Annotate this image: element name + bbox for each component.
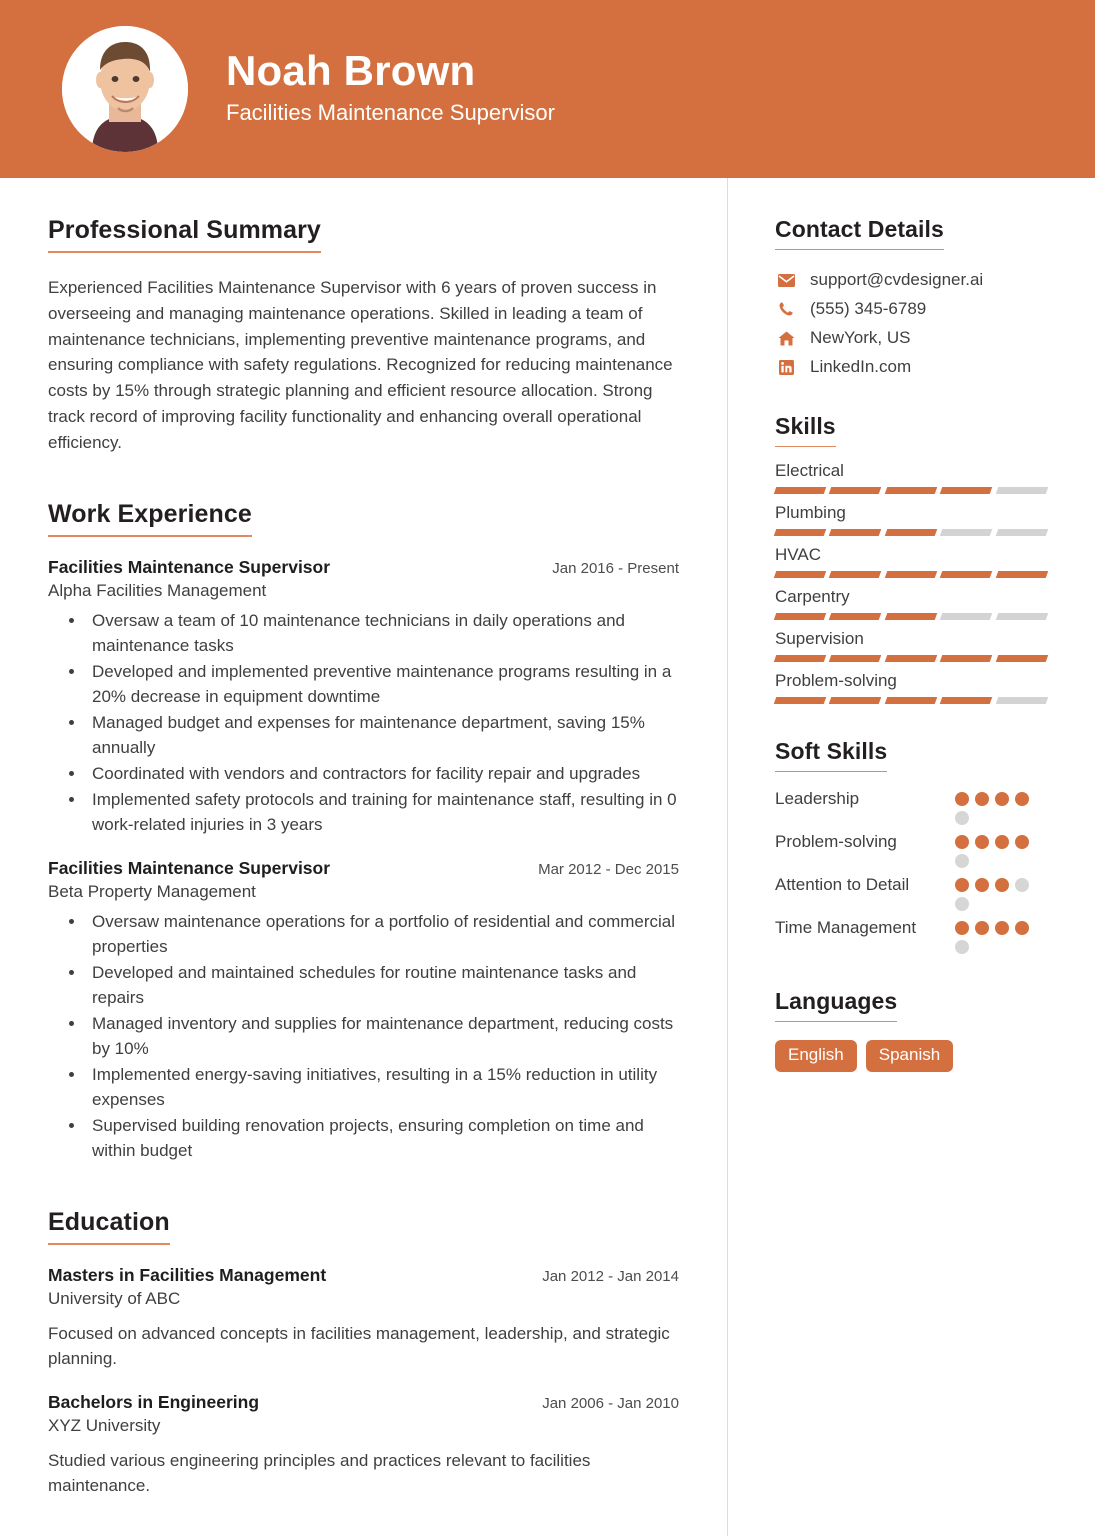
- job-bullet: • Oversaw a team of 10 maintenance technicians in daily operations and maintenance tasks: [86, 609, 679, 659]
- skills-heading: Skills: [775, 413, 836, 447]
- rating-dot: [995, 921, 1009, 935]
- soft-skill-rating: [955, 831, 1035, 868]
- skill-segment: [995, 697, 1048, 704]
- soft-skill-label: Leadership: [775, 789, 860, 808]
- skill-segment: [995, 529, 1048, 536]
- summary-text: Experienced Facilities Maintenance Supervisor with 6 years of proven success in overseeing and managing maintenance operations. Skilled in leading a team of maintenance technicians, implementing preventive maintenance programs, and ensuring compliance with safety regulations. Recognized for reducing maintenance costs by 15% through strategic planning and efficient resource allocation. Strong track record of improving facility functionality and enhancing overall operational efficiency.: [48, 278, 673, 452]
- job-bullet: • Implemented safety protocols and training for maintenance staff, resulting in 0 work-related injuries in 3 years: [86, 788, 679, 838]
- skill-segment: [829, 487, 882, 494]
- skill-segment: [940, 697, 993, 704]
- summary-heading: Professional Summary: [48, 216, 321, 253]
- degree-date: Jan 2012 - Jan 2014: [542, 1267, 679, 1285]
- rating-dot: [995, 878, 1009, 892]
- job-bullet: • Managed budget and expenses for maintenance department, saving 15% annually: [86, 711, 679, 761]
- skill-segment: [829, 697, 882, 704]
- home-icon: [775, 331, 797, 346]
- rating-dot: [955, 835, 969, 849]
- degree-title: Bachelors in Engineering: [48, 1391, 260, 1412]
- job-title: Facilities Maintenance Supervisor: [48, 857, 331, 878]
- rating-dot: [975, 878, 989, 892]
- soft-skill-item: [775, 788, 1049, 825]
- rating-dot: [975, 792, 989, 806]
- resume-header: [0, 0, 1095, 178]
- work-entry: [48, 858, 679, 1164]
- contact-value: support@cvdesigner.ai: [810, 270, 984, 289]
- education-heading: Education: [48, 1208, 170, 1245]
- soft-skills-list: [775, 788, 1049, 954]
- language-pill[interactable]: English: [775, 1040, 857, 1072]
- rating-dot: [1015, 792, 1029, 806]
- skill-label: Problem-solving: [775, 671, 897, 690]
- work-heading: Work Experience: [48, 500, 252, 537]
- skill-level-bar: [775, 529, 1047, 536]
- job-bullet: • Developed and maintained schedules for routine maintenance tasks and repairs: [86, 961, 679, 1011]
- soft-skill-rating: [955, 788, 1035, 825]
- job-bullet: • Oversaw maintenance operations for a portfolio of residential and commercial properties: [86, 910, 679, 960]
- skill-segment: [829, 529, 882, 536]
- rating-dot: [955, 811, 969, 825]
- skill-segment: [995, 655, 1048, 662]
- skill-label: Carpentry: [775, 587, 850, 606]
- rating-dot: [1015, 835, 1029, 849]
- degree-date: Jan 2006 - Jan 2010: [542, 1394, 679, 1412]
- rating-dot: [995, 792, 1009, 806]
- rating-dot: [955, 897, 969, 911]
- job-date: Jan 2016 - Present: [552, 559, 679, 577]
- soft-skill-label: Attention to Detail: [775, 875, 910, 894]
- skill-segment: [995, 487, 1048, 494]
- skill-segment: [885, 655, 938, 662]
- contact-item-email[interactable]: [775, 270, 1049, 290]
- soft-skill-rating: [955, 917, 1035, 954]
- skill-segment: [995, 571, 1048, 578]
- skill-item: [775, 545, 1049, 578]
- skill-label: HVAC: [775, 545, 821, 564]
- rating-dot: [975, 921, 989, 935]
- education-entry-top: [48, 1265, 679, 1286]
- candidate-role: Facilities Maintenance Supervisor: [226, 100, 555, 126]
- skill-segment: [885, 529, 938, 536]
- skills-list: [775, 461, 1049, 704]
- degree-description: Focused on advanced concepts in facilities management, leadership, and strategic planning.: [48, 1323, 670, 1368]
- skill-level-bar: [775, 571, 1047, 578]
- skill-item: [775, 461, 1049, 494]
- skill-label: Electrical: [775, 461, 844, 480]
- sidebar-column: [728, 178, 1095, 1536]
- rating-dot: [955, 921, 969, 935]
- skill-segment: [885, 571, 938, 578]
- soft-skill-item: [775, 874, 1049, 911]
- job-bullet: • Managed inventory and supplies for maintenance department, reducing costs by 10%: [86, 1012, 679, 1062]
- work-entry: [48, 557, 679, 838]
- section-professional-summary: [48, 216, 679, 456]
- skill-segment: [885, 613, 938, 620]
- skill-segment: [885, 697, 938, 704]
- section-languages: [775, 988, 1049, 1072]
- skill-segment: [940, 487, 993, 494]
- school-name: University of ABC: [48, 1288, 181, 1308]
- rating-dot: [975, 835, 989, 849]
- resume-body: [0, 178, 1095, 1536]
- phone-icon: [775, 301, 797, 317]
- job-company: Beta Property Management: [48, 881, 256, 901]
- degree-description: Studied various engineering principles and practices relevant to facilities maintenance.: [48, 1450, 591, 1495]
- skill-segment: [774, 571, 827, 578]
- contact-value: NewYork, US: [810, 328, 911, 347]
- school-name: XYZ University: [48, 1415, 161, 1435]
- linkedin-icon: [775, 360, 797, 375]
- work-entry-top: [48, 858, 679, 879]
- skill-level-bar: [775, 697, 1047, 704]
- skill-segment: [829, 655, 882, 662]
- skill-segment: [940, 613, 993, 620]
- skill-level-bar: [775, 655, 1047, 662]
- soft-skill-label: Time Management: [775, 918, 917, 937]
- header-text: [226, 48, 555, 130]
- skill-item: [775, 629, 1049, 662]
- contact-list: [775, 270, 1049, 377]
- user-photo-icon: [62, 26, 188, 152]
- skill-segment: [940, 529, 993, 536]
- rating-dot: [955, 878, 969, 892]
- rating-dot: [995, 835, 1009, 849]
- skill-level-bar: [775, 487, 1047, 494]
- job-bullets: [72, 910, 679, 1164]
- contact-value: LinkedIn.com: [810, 357, 912, 376]
- job-date: Mar 2012 - Dec 2015: [538, 860, 679, 878]
- degree-title: Masters in Facilities Management: [48, 1264, 327, 1285]
- skill-segment: [774, 529, 827, 536]
- language-pill[interactable]: Spanish: [866, 1040, 953, 1072]
- contact-item-location[interactable]: [775, 328, 1049, 348]
- candidate-name: Noah Brown: [226, 46, 476, 94]
- skill-item: [775, 587, 1049, 620]
- skill-level-bar: [775, 613, 1047, 620]
- skill-segment: [774, 697, 827, 704]
- contact-heading: Contact Details: [775, 216, 944, 250]
- skill-item: [775, 503, 1049, 536]
- section-work-experience: [48, 500, 679, 1164]
- skill-segment: [940, 571, 993, 578]
- job-bullet: • Developed and implemented preventive maintenance programs resulting in a 20% decrease in equipment downtime: [86, 660, 679, 710]
- skill-label: Plumbing: [775, 503, 846, 522]
- rating-dot: [955, 854, 969, 868]
- job-title: Facilities Maintenance Supervisor: [48, 556, 331, 577]
- main-column: [0, 178, 727, 1536]
- section-contact-details: [775, 216, 1049, 377]
- languages-heading: Languages: [775, 988, 897, 1022]
- rating-dot: [1015, 878, 1029, 892]
- job-bullet: • Supervised building renovation projects, ensuring completion on time and within budget: [86, 1114, 679, 1164]
- contact-item-phone[interactable]: [775, 299, 1049, 319]
- contact-value: (555) 345-6789: [810, 299, 927, 318]
- section-education: [48, 1208, 679, 1499]
- skill-segment: [774, 613, 827, 620]
- soft-skill-item: [775, 831, 1049, 868]
- soft-skill-rating: [955, 874, 1035, 911]
- rating-dot: [955, 792, 969, 806]
- soft-skill-item: [775, 917, 1049, 954]
- job-bullets: [72, 609, 679, 838]
- section-skills: [775, 413, 1049, 704]
- avatar: [62, 26, 188, 152]
- rating-dot: [1015, 921, 1029, 935]
- education-entry-top: [48, 1392, 679, 1413]
- job-bullet: • Coordinated with vendors and contractors for facility repair and upgrades: [86, 762, 679, 787]
- skill-segment: [885, 487, 938, 494]
- work-entry-top: [48, 557, 679, 578]
- languages-list: [775, 1040, 1049, 1072]
- job-company: Alpha Facilities Management: [48, 580, 267, 600]
- rating-dot: [955, 940, 969, 954]
- skill-segment: [940, 655, 993, 662]
- soft-skills-heading: Soft Skills: [775, 738, 887, 772]
- skill-label: Supervision: [775, 629, 864, 648]
- skill-segment: [829, 571, 882, 578]
- skill-item: [775, 671, 1049, 704]
- skill-segment: [774, 655, 827, 662]
- envelope-icon: [775, 274, 797, 287]
- job-bullet: • Implemented energy-saving initiatives, resulting in a 15% reduction in utility expenses: [86, 1063, 679, 1113]
- skill-segment: [995, 613, 1048, 620]
- education-entry: [48, 1265, 679, 1372]
- contact-item-linkedin[interactable]: [775, 357, 1049, 377]
- soft-skill-label: Problem-solving: [775, 832, 897, 851]
- education-entry: [48, 1392, 679, 1499]
- skill-segment: [774, 487, 827, 494]
- skill-segment: [829, 613, 882, 620]
- section-soft-skills: [775, 738, 1049, 954]
